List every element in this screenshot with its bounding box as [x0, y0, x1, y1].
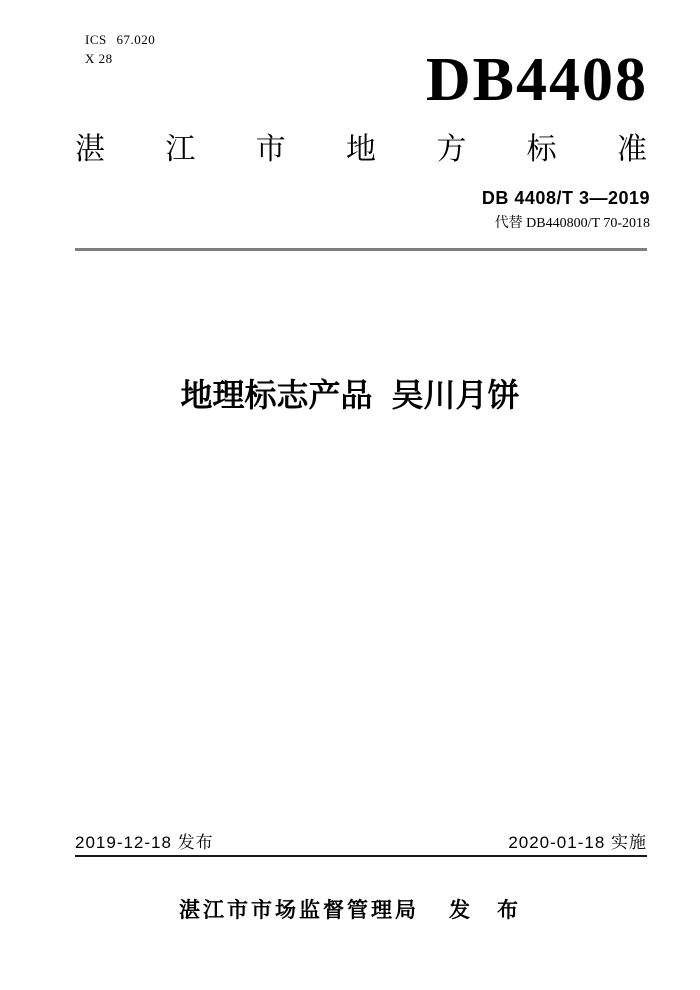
standard-name — [75, 133, 647, 167]
implement-date: 2020-01-18 实施 — [508, 833, 647, 852]
standard-name-char: 江 — [165, 133, 196, 166]
standard-name-char: 地 — [345, 133, 376, 166]
standard-name-char: 准 — [616, 133, 647, 166]
replaces-note: 代替 DB440800/T 70-2018 — [494, 216, 650, 231]
standard-code: DB 4408/T 3—2019 — [481, 188, 650, 208]
publish-action: 发 布 — [449, 899, 521, 922]
dates-row — [75, 832, 647, 854]
footer-divider — [75, 855, 647, 857]
standard-name-char: 方 — [436, 133, 467, 166]
standard-name-char: 标 — [526, 133, 557, 166]
header-divider — [75, 248, 647, 251]
document-title: 地理标志产品 吴川月饼 — [180, 377, 520, 413]
ics-code: ICS 67.020 — [85, 32, 156, 47]
publisher-name: 湛江市市场监督管理局 — [179, 899, 419, 922]
publisher-row — [0, 898, 700, 924]
ics-block — [85, 30, 155, 68]
issue-date: 2019-12-18 发布 — [75, 833, 214, 852]
standard-logo: DB4408 — [425, 46, 648, 114]
standard-name-char: 市 — [255, 133, 286, 166]
classification-code: X 28 — [85, 51, 113, 66]
standard-name-char: 湛 — [75, 133, 105, 166]
